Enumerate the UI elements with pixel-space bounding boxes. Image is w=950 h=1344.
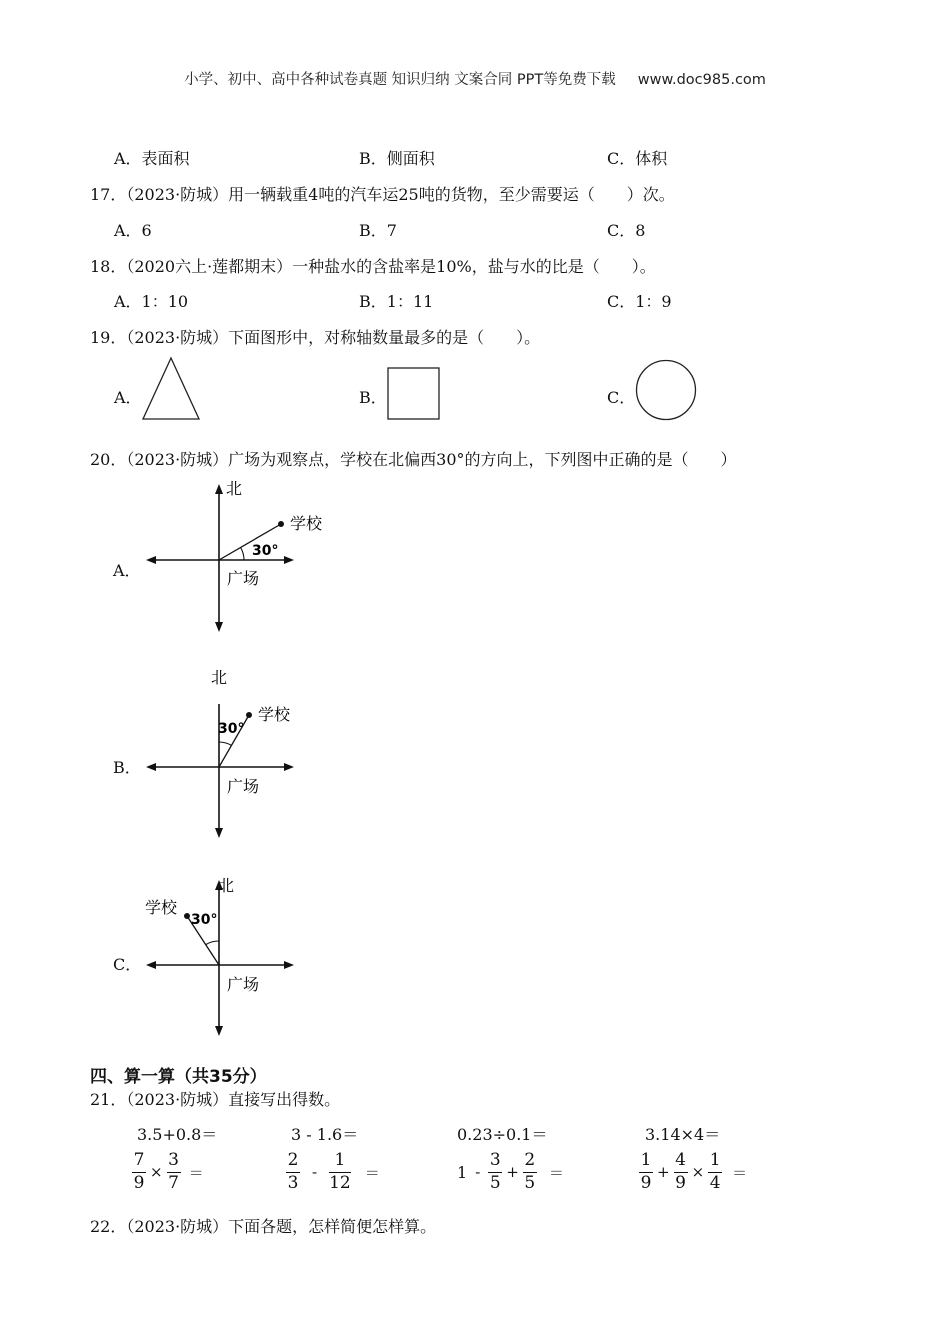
- q20-option-c[interactable]: C．: [113, 955, 142, 974]
- q19-option-c[interactable]: C．: [607, 388, 636, 407]
- q16-option-c[interactable]: C．体积: [607, 149, 668, 168]
- q19-option-b[interactable]: B．: [359, 388, 387, 407]
- school-label: 学校: [145, 898, 178, 917]
- header-text: 小学、初中、高中各种试卷真题 知识归纳 文案合同 PPT等免费下载: [184, 72, 616, 88]
- q20-option-a[interactable]: A．: [113, 561, 141, 580]
- calc-item-2: 3 - 1.6＝: [291, 1125, 359, 1144]
- plaza-label: 广场: [227, 569, 260, 588]
- q18-option-b[interactable]: B．1：11: [359, 292, 434, 311]
- q22-text: 22．（2023·防城）下面各题，怎样简便怎样算。: [90, 1217, 437, 1236]
- q17-text: 17．（2023·防城）用一辆载重4吨的汽车运25吨的货物，至少需要运（ ）次。: [90, 185, 675, 204]
- plaza-label: 广场: [227, 975, 260, 994]
- triangle-shape: [140, 356, 202, 422]
- compass-diagram-c[interactable]: [140, 872, 340, 1042]
- q17-option-c[interactable]: C．8: [607, 221, 646, 240]
- q16-option-b[interactable]: B．侧面积: [359, 149, 435, 168]
- school-label: 学校: [290, 514, 323, 533]
- q21-text: 21．（2023·防城）直接写出得数。: [90, 1090, 341, 1109]
- q19-option-a[interactable]: A．: [114, 388, 142, 407]
- school-label: 学校: [258, 705, 291, 724]
- page-header: [0, 68, 950, 89]
- angle-label: 30°: [218, 721, 245, 737]
- fraction: $\frac{3}{5}$: [489, 1150, 501, 1193]
- fraction-expr-1: $\frac{7}{9}$ × $\frac{3}{7}$ ＝: [133, 1150, 204, 1193]
- q16-option-a[interactable]: A．表面积: [114, 149, 190, 168]
- fraction: $\frac{4}{9}$: [675, 1150, 686, 1193]
- q17-option-a[interactable]: A．6: [114, 221, 152, 240]
- compass-diagram-a[interactable]: [140, 478, 340, 638]
- circle-shape: [634, 358, 698, 422]
- q17-option-b[interactable]: B．7: [359, 221, 397, 240]
- fraction: $\frac{2}{3}$: [287, 1150, 299, 1193]
- plaza-label: 广场: [227, 777, 260, 796]
- q18-option-a[interactable]: A．1：10: [114, 292, 189, 311]
- fraction: $\frac{3}{7}$: [168, 1150, 179, 1193]
- angle-label: 30°: [191, 912, 218, 928]
- north-label: 北: [211, 668, 228, 687]
- north-label: 北: [218, 876, 235, 895]
- q20-option-b[interactable]: B．: [113, 758, 141, 777]
- q18-option-c[interactable]: C．1：9: [607, 292, 672, 311]
- header-site: www.doc985.com: [637, 72, 766, 88]
- fraction-expr-2: $\frac{2}{3}$ - $\frac{1}{12}$ ＝: [287, 1150, 380, 1193]
- fraction-expr-4: $\frac{1}{9}$ + $\frac{4}{9}$ × $\frac{1}{4}$ ＝: [640, 1150, 748, 1193]
- q18-text: 18．（2020六上·莲都期末）一种盐水的含盐率是10%，盐与水的比是（ ）。: [90, 257, 656, 276]
- calc-item-3: 0.23÷0.1＝: [457, 1125, 548, 1144]
- fraction-expr-3: 1 - $\frac{3}{5}$ + $\frac{2}{5}$ ＝: [457, 1150, 564, 1193]
- angle-label: 30°: [252, 543, 279, 559]
- fraction: $\frac{2}{5}$: [524, 1150, 536, 1193]
- q20-text: 20．（2023·防城）广场为观察点，学校在北偏西30°的方向上，下列图中正确的是（ ）: [90, 450, 737, 469]
- calc-item-1: 3.5+0.8＝: [137, 1125, 218, 1144]
- section-title: 四、算一算（共35分）: [90, 1067, 267, 1087]
- north-label: 北: [226, 479, 243, 498]
- square-shape: [386, 366, 442, 422]
- fraction: $\frac{1}{12}$: [329, 1150, 351, 1193]
- fraction: $\frac{1}{9}$: [640, 1150, 652, 1193]
- fraction: $\frac{1}{4}$: [709, 1150, 721, 1193]
- fraction: $\frac{7}{9}$: [133, 1150, 145, 1193]
- q19-text: 19．（2023·防城）下面图形中，对称轴数量最多的是（ ）。: [90, 328, 541, 347]
- calc-item-4: 3.14×4＝: [645, 1125, 721, 1144]
- compass-diagram-b[interactable]: [140, 664, 340, 844]
